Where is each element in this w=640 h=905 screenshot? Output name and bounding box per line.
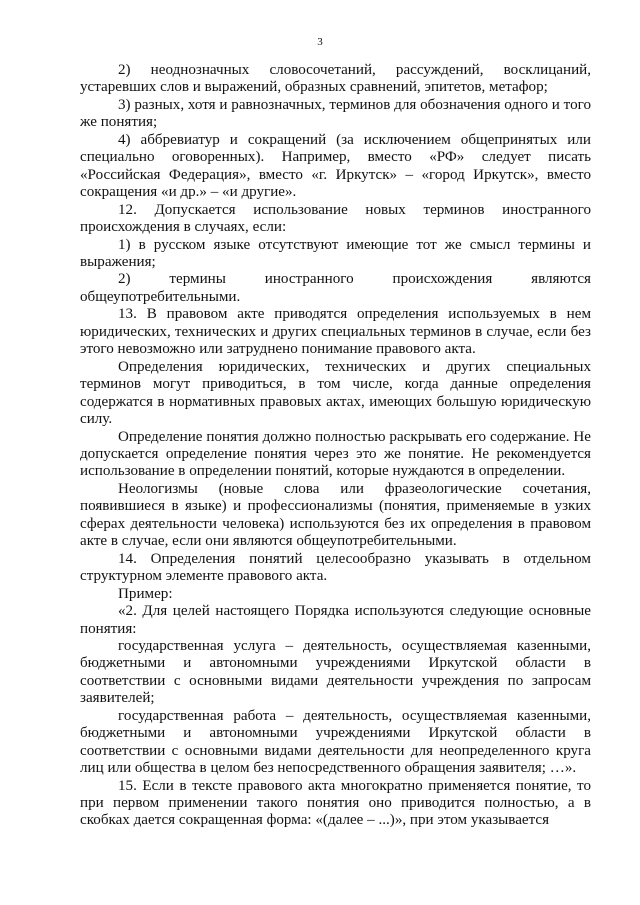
- paragraph: «2. Для целей настоящего Порядка используются следующие основные понятия:: [80, 603, 591, 637]
- paragraph: государственная услуга – деятельность, осуществляемая казенными, бюджетными и автономными учреждениями Иркутской области в соответствии с основными видами деятельности учреждения по запросам заявителей;: [80, 637, 591, 707]
- paragraph: 14. Определения понятий целесообразно указывать в отдельном структурном элементе правового акта.: [80, 550, 591, 585]
- paragraph: Неологизмы (новые слова или фразеологические сочетания, появившиеся в языке) и профессионализмы (понятия, применяемые в узких сферах деятельности человека) используются без их определения в правовом акте в случае, если они являются общеупотребительными.: [80, 480, 591, 550]
- paragraph: 1) в русском языке отсутствуют имеющие тот же смысл термины и выражения;: [80, 236, 591, 270]
- paragraph: 2) неоднозначных словосочетаний, рассуждений, восклицаний, устаревших слов и выражений, образных сравнений, эпитетов, метафор;: [80, 62, 591, 96]
- paragraph: государственная работа – деятельность, осуществляемая казенными, бюджетными и автономными учреждениями Иркутской области в соответствии с основными видами деятельности для неопределенного круга лиц или общества в целом без непосредственного обращения заявителя; …».: [80, 707, 591, 777]
- paragraph: 12. Допускается использование новых терминов иностранного происхождения в случаях, если:: [80, 201, 591, 236]
- paragraph: 2) термины иностранного происхождения являются общеупотребительными.: [80, 271, 591, 305]
- paragraph: Определение понятия должно полностью раскрывать его содержание. Не допускается определение понятия через это же понятие. Не рекомендуется использование в определении понятий, которые нуждаются в определении.: [80, 428, 591, 480]
- document-body: [80, 62, 591, 830]
- paragraph: 15. Если в тексте правового акта многократно применяется понятие, то при первом применении такого понятия оно приводится полностью, а в скобках дается сокращенная форма: «(далее – ...)», при этом указывается: [80, 777, 591, 829]
- paragraph: Определения юридических, технических и других специальных терминов могут приводиться, в том числе, когда данные определения содержатся в нормативных правовых актах, имеющих большую юридическую силу.: [80, 358, 591, 428]
- paragraph: 4) аббревиатур и сокращений (за исключением общепринятых или специально оговоренных). Например, вместо «РФ» следует писать «Российская Федерация», вместо «г. Иркутск» – «город Иркутск», вместо сокращения «и др.» – «и другие».: [80, 131, 591, 201]
- paragraph: 3) разных, хотя и равнозначных, терминов для обозначения одного и того же понятия;: [80, 96, 591, 131]
- paragraph: 13. В правовом акте приводятся определения используемых в нем юридических, технических и других специальных терминов в случае, если без этого невозможно или затруднено понимание правового акта.: [80, 306, 591, 358]
- paragraph: Пример:: [118, 585, 173, 602]
- page-number: 3: [317, 36, 323, 48]
